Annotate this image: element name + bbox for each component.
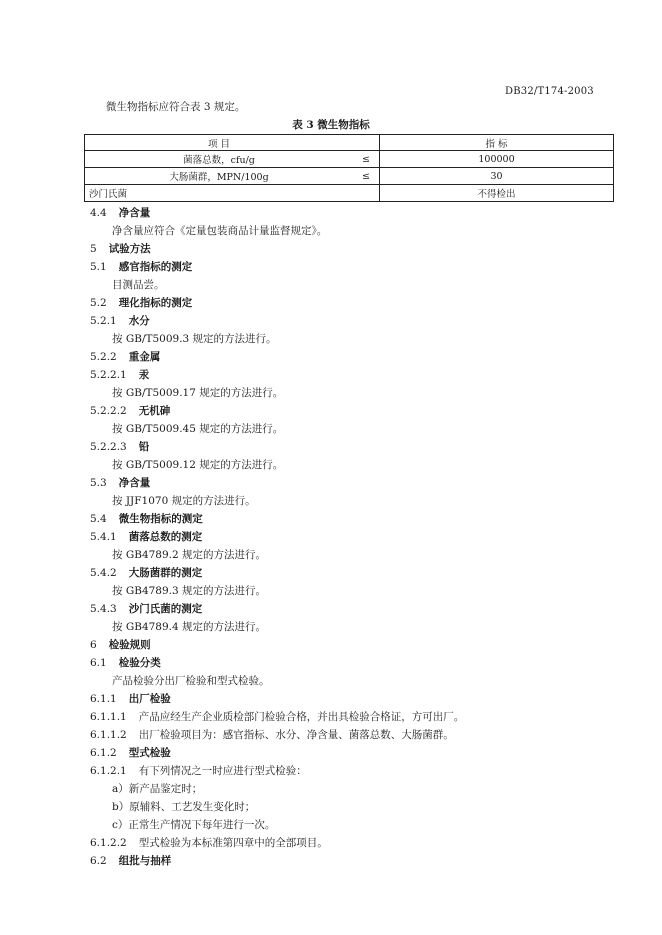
text-line xyxy=(90,476,150,490)
text-line xyxy=(112,800,255,814)
text-line xyxy=(112,422,283,436)
paragraph-text: c）正常生产情况下每年进行一次。 xyxy=(112,819,276,831)
paragraph-text: a）新产品鉴定时； xyxy=(112,783,203,795)
table-row xyxy=(85,185,614,202)
table-row xyxy=(85,151,614,168)
text-line xyxy=(90,746,171,760)
text-line xyxy=(90,728,454,742)
paragraph-text: 净含量应符合《定量包装商品计量监督规定》。 xyxy=(112,225,328,237)
text-line xyxy=(90,350,160,364)
section-number: 5.2.2.3 xyxy=(90,441,127,453)
text-line xyxy=(112,674,270,688)
section-number: 5.4.2 xyxy=(90,567,117,579)
section-heading: 重金属 xyxy=(128,351,161,363)
text-line xyxy=(90,602,202,616)
paragraph-text: 型式检验为本标准第四章中的全部项目。 xyxy=(138,837,328,849)
text-line xyxy=(90,206,150,220)
row-value: 30 xyxy=(380,168,614,185)
section-heading: 铅 xyxy=(138,441,150,453)
paragraph-text: 按 GB4789.2 规定的方法进行。 xyxy=(112,549,267,561)
paragraph-text: 按 GB/T5009.45 规定的方法进行。 xyxy=(112,423,284,435)
section-heading: 菌落总数的测定 xyxy=(128,531,203,543)
header-value: 指 标 xyxy=(380,135,614,151)
text-line xyxy=(90,512,203,526)
section-number: 6.2 xyxy=(90,855,107,867)
paragraph-text: 产品应经生产企业质检部门检验合格，并出具检验合格证，方可出厂。 xyxy=(138,711,465,723)
paragraph-text: b）原辅料、工艺发生变化时； xyxy=(112,801,256,813)
section-heading: 感官指标的测定 xyxy=(118,261,193,273)
paragraph-text: 按 GB/T5009.3 规定的方法进行。 xyxy=(112,333,277,345)
section-number: 6.1.2.1 xyxy=(90,765,127,777)
section-number: 6.1.2 xyxy=(90,747,117,759)
paragraph-text: 目测品尝。 xyxy=(112,279,165,291)
row-op: ≤ xyxy=(353,151,380,168)
section-number: 6.1.1 xyxy=(90,693,117,705)
text-line xyxy=(90,368,149,382)
row-item: 沙门氏菌 xyxy=(85,185,354,202)
text-line xyxy=(112,494,256,508)
section-heading: 净含量 xyxy=(118,207,151,219)
header-item: 项 目 xyxy=(85,135,354,151)
text-line xyxy=(112,584,266,598)
section-heading: 出厂检验 xyxy=(128,693,171,705)
microbial-index-table xyxy=(84,134,614,202)
doc-code: DB32/T174-2003 xyxy=(505,86,594,97)
section-number: 6.1.1.2 xyxy=(90,729,127,741)
paragraph-text: 出厂检验项目为：感官指标、水分、净含量、菌落总数、大肠菌群。 xyxy=(138,729,454,741)
section-heading: 检验规则 xyxy=(108,639,151,651)
text-line xyxy=(90,638,151,652)
section-number: 5.2.1 xyxy=(90,315,117,327)
row-op: ≤ xyxy=(353,168,380,185)
paragraph-text: 按 GB/T5009.12 规定的方法进行。 xyxy=(112,459,284,471)
text-line xyxy=(90,566,202,580)
text-line xyxy=(90,836,328,850)
text-line xyxy=(90,710,464,724)
text-line xyxy=(90,854,171,868)
section-heading: 微生物指标的测定 xyxy=(118,513,203,525)
table-header-row xyxy=(85,135,614,151)
section-number: 5.1 xyxy=(90,261,107,273)
text-line xyxy=(90,260,192,274)
text-line xyxy=(112,818,275,832)
row-value: 不得检出 xyxy=(380,185,614,202)
row-value: 100000 xyxy=(380,151,614,168)
section-heading: 大肠菌群的测定 xyxy=(128,567,203,579)
paragraph-text: 有下列情况之一时应进行型式检验： xyxy=(138,765,307,777)
section-number: 5.3 xyxy=(90,477,107,489)
text-line xyxy=(90,656,161,670)
section-number: 6.1 xyxy=(90,657,107,669)
section-number: 5.2.2.1 xyxy=(90,369,127,381)
section-number: 5.4 xyxy=(90,513,107,525)
text-line xyxy=(112,386,283,400)
section-number: 5.4.1 xyxy=(90,531,117,543)
section-heading: 水分 xyxy=(128,315,150,327)
intro-text: 微生物指标应符合表 3 规定。 xyxy=(106,101,246,113)
section-number: 5.2 xyxy=(90,297,107,309)
section-heading: 组批与抽样 xyxy=(118,855,172,867)
text-line xyxy=(112,224,327,238)
paragraph-text: 按 GB/T5009.17 规定的方法进行。 xyxy=(112,387,284,399)
text-line xyxy=(112,548,266,562)
paragraph-text: 按 JJF1070 规定的方法进行。 xyxy=(112,495,256,507)
table-row xyxy=(85,168,614,185)
section-heading: 沙门氏菌的测定 xyxy=(128,603,203,615)
header-spacer xyxy=(353,135,380,151)
paragraph-text: 产品检验分出厂检验和型式检验。 xyxy=(112,675,270,687)
row-op xyxy=(353,185,380,202)
section-number: 6.1.1.1 xyxy=(90,711,127,723)
section-number: 5.2.2.2 xyxy=(90,405,127,417)
section-heading: 理化指标的测定 xyxy=(118,297,193,309)
section-number: 5 xyxy=(90,243,97,255)
section-number: 5.4.3 xyxy=(90,603,117,615)
section-heading: 试验方法 xyxy=(108,243,151,255)
section-number: 4.4 xyxy=(90,207,107,219)
text-line xyxy=(90,692,171,706)
text-line xyxy=(112,278,165,292)
text-line xyxy=(90,242,151,256)
text-line xyxy=(90,764,307,778)
text-line xyxy=(90,296,192,310)
section-number: 5.2.2 xyxy=(90,351,117,363)
section-heading: 净含量 xyxy=(118,477,151,489)
row-item: 大肠菌群，MPN/100g xyxy=(85,168,354,185)
text-line xyxy=(112,332,277,346)
section-heading: 型式检验 xyxy=(128,747,171,759)
text-line xyxy=(90,530,202,544)
text-line xyxy=(90,314,150,328)
section-heading: 无机砷 xyxy=(138,405,171,417)
text-line xyxy=(112,458,283,472)
section-heading: 检验分类 xyxy=(118,657,161,669)
paragraph-text: 按 GB4789.4 规定的方法进行。 xyxy=(112,621,267,633)
section-number: 6.1.2.2 xyxy=(90,837,127,849)
section-number: 6 xyxy=(90,639,97,651)
section-heading: 汞 xyxy=(138,369,150,381)
table-caption: 表 3 微生物指标 xyxy=(292,119,370,131)
paragraph-text: 按 GB4789.3 规定的方法进行。 xyxy=(112,585,267,597)
row-item: 菌落总数，cfu/g xyxy=(85,151,354,168)
text-line xyxy=(90,440,149,454)
text-line xyxy=(112,782,202,796)
text-line xyxy=(112,620,266,634)
text-line xyxy=(90,404,170,418)
